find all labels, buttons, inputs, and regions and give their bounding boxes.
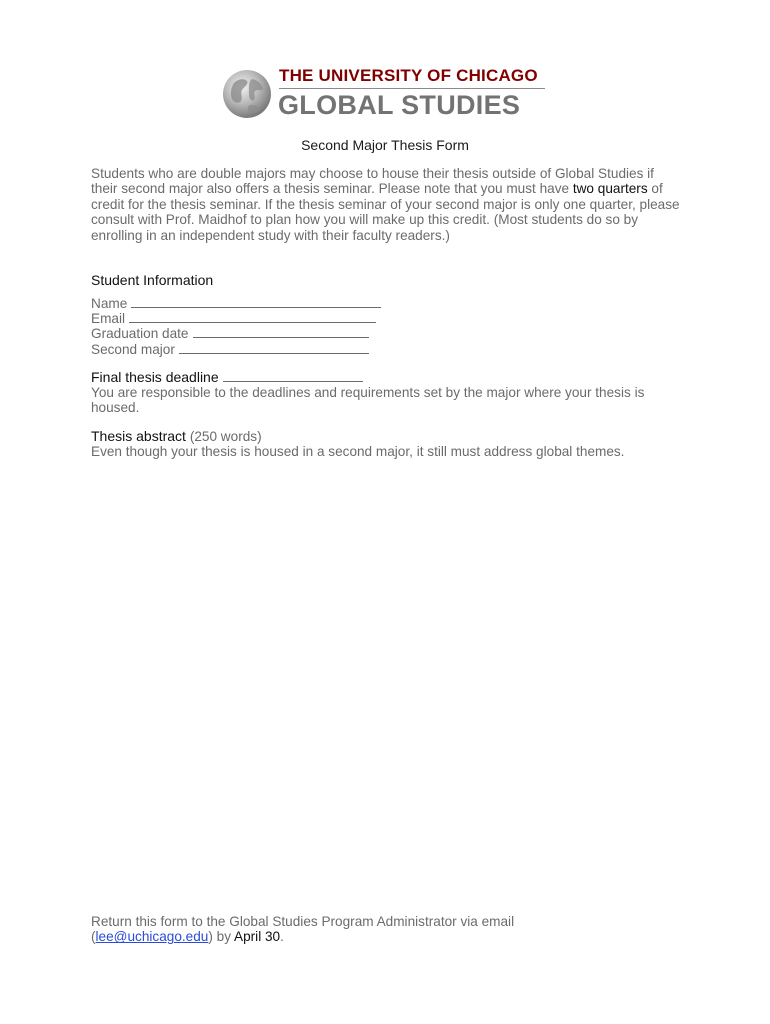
logo-divider bbox=[279, 88, 545, 89]
footer-line-2 bbox=[91, 929, 681, 944]
footer-line-1: Return this form to the Global Studies Program Administrator via email bbox=[91, 914, 515, 929]
intro-paragraph bbox=[91, 166, 681, 243]
globe-icon bbox=[222, 69, 272, 119]
department-name: GLOBAL STUDIES bbox=[278, 90, 521, 120]
graduation-label: Graduation date bbox=[91, 326, 189, 341]
graduation-blank[interactable] bbox=[193, 325, 369, 338]
second-major-field[interactable] bbox=[91, 341, 369, 357]
abstract-word-limit: (250 words) bbox=[189, 429, 262, 444]
university-name: THE UNIVERSITY OF CHICAGO bbox=[279, 66, 538, 85]
second-major-blank[interactable] bbox=[179, 341, 369, 354]
form-title: Second Major Thesis Form bbox=[301, 137, 469, 153]
deadline-blank[interactable] bbox=[223, 369, 363, 382]
email-blank[interactable] bbox=[129, 310, 376, 323]
due-date: April 30 bbox=[234, 929, 281, 945]
deadline-field[interactable] bbox=[91, 369, 363, 385]
student-info-heading: Student Information bbox=[91, 272, 214, 288]
university-logo bbox=[222, 66, 552, 128]
footer-period: . bbox=[280, 929, 284, 945]
abstract-heading: Thesis abstract bbox=[91, 428, 186, 444]
graduation-date-field[interactable] bbox=[91, 325, 369, 341]
deadline-heading: Final thesis deadline bbox=[91, 369, 219, 385]
intro-emphasis: two quarters bbox=[572, 181, 648, 197]
intro-text-1: Students who are double majors may choose to house their thesis outside of Global Studies if their second major also offers a thesis seminar. Please note that you must have bbox=[91, 166, 654, 197]
abstract-note: Even though your thesis is housed in a second major, it still must address global themes. bbox=[91, 444, 625, 459]
email-label: Email bbox=[91, 311, 125, 326]
second-major-label: Second major bbox=[91, 342, 175, 357]
deadline-note: You are responsible to the deadlines and requirements set by the major where your thesis is housed. bbox=[91, 385, 645, 416]
footer-open-paren: ( bbox=[91, 929, 96, 945]
name-field[interactable] bbox=[91, 295, 381, 311]
intro-text-2: of credit for the thesis seminar. If the thesis seminar of your second major is only one quarter, please consult with Prof. Maidhof to plan how you will make up this credit. (Most students do so by enrolling in an independent study with their faculty readers.) bbox=[91, 181, 680, 243]
footer-instructions bbox=[91, 914, 681, 945]
name-label: Name bbox=[91, 296, 128, 311]
footer-by-text: ) by bbox=[208, 929, 235, 945]
name-blank[interactable] bbox=[131, 295, 381, 308]
email-link[interactable]: lee@uchicago.edu bbox=[95, 929, 209, 945]
abstract-heading-line bbox=[91, 428, 262, 444]
email-field[interactable] bbox=[91, 310, 376, 326]
